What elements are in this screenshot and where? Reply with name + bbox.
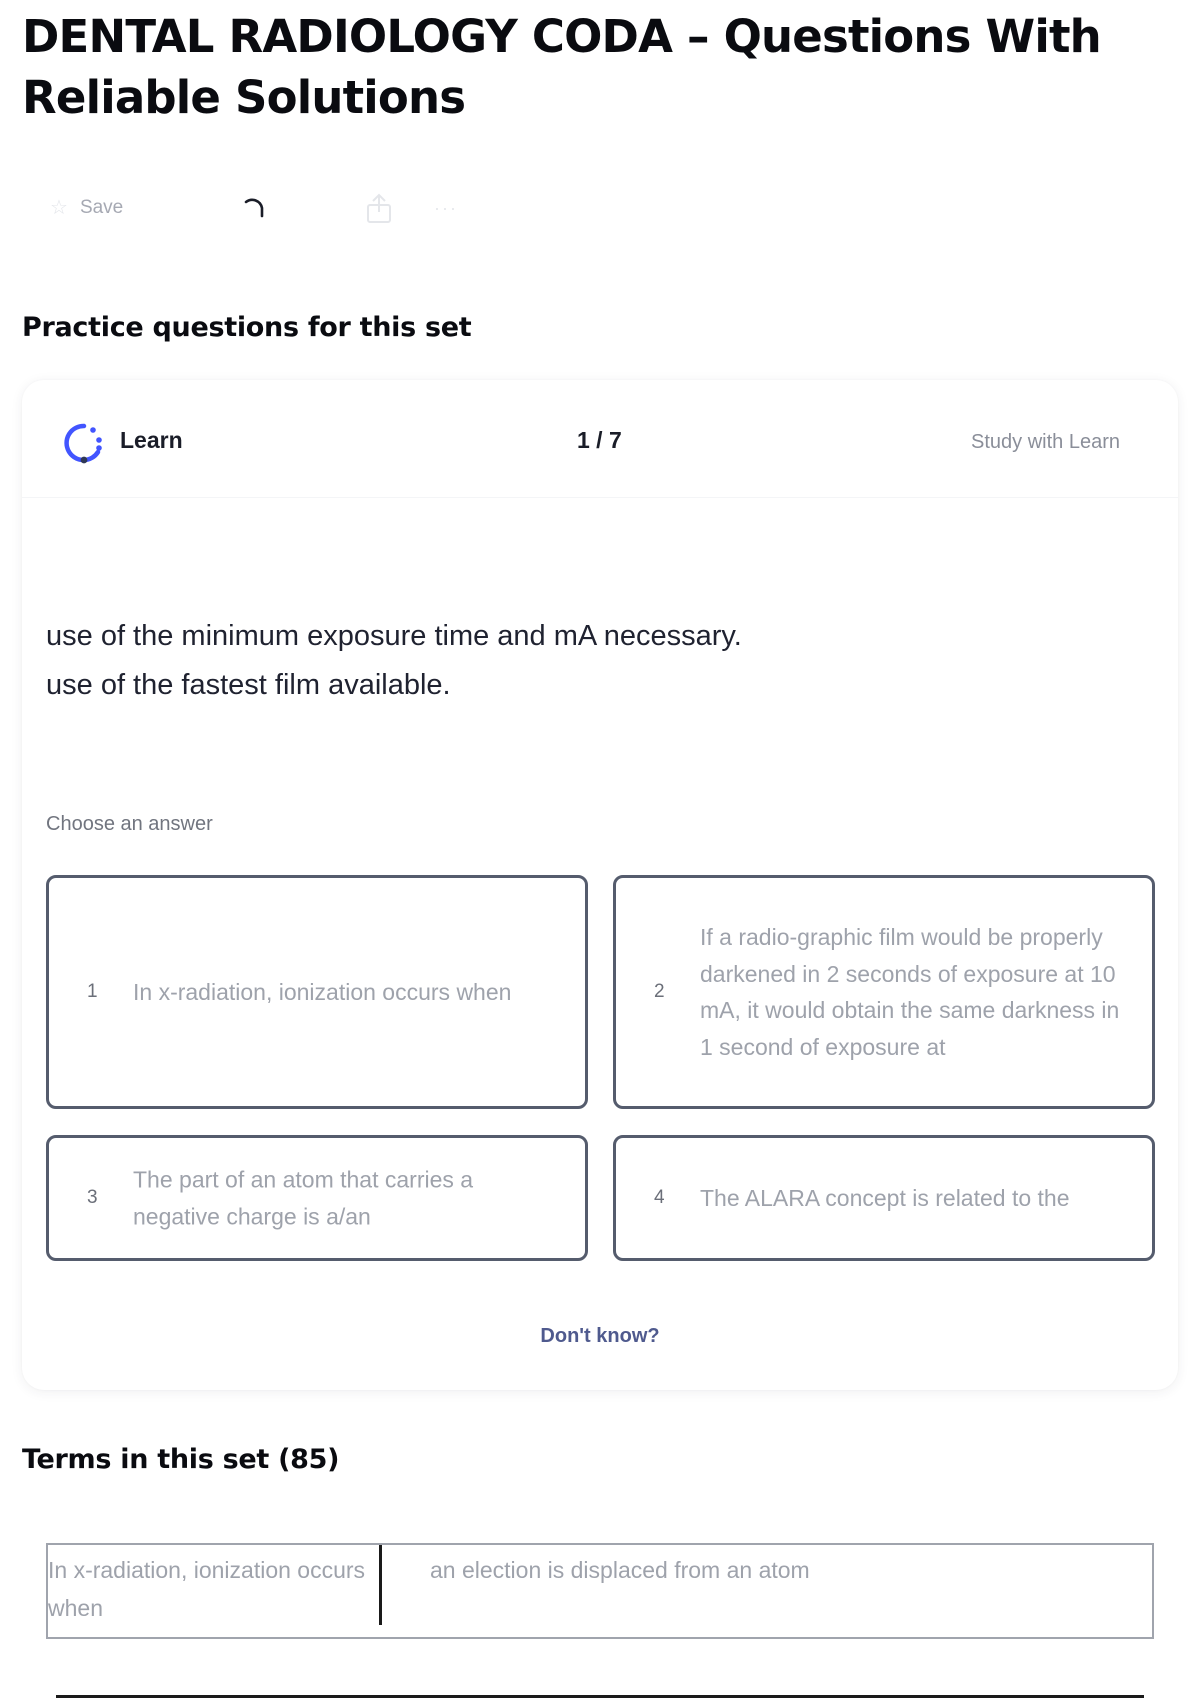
terms-heading: Terms in this set (85): [22, 1444, 340, 1475]
save-button[interactable]: [50, 188, 123, 228]
term-divider: [379, 1545, 382, 1625]
option-number: 1: [87, 981, 98, 1002]
prompt-line: use of the minimum exposure time and mA necessary.: [46, 620, 742, 652]
spinner-icon: [240, 194, 268, 222]
prompt-line: use of the fastest film available.: [46, 669, 451, 701]
learn-card: [22, 380, 1178, 1390]
divider: [56, 1695, 1144, 1698]
learn-card-header: [22, 380, 1178, 498]
term-definition: an election is displaced from an atom: [430, 1557, 810, 1583]
answer-option-1[interactable]: [46, 875, 588, 1109]
learn-icon: [62, 421, 106, 465]
more-icon[interactable]: ···: [434, 198, 458, 218]
option-text: The part of an atom that carries a negative charge is a/an: [133, 1166, 474, 1229]
share-icon[interactable]: [364, 192, 394, 224]
option-text: If a radio-graphic film would be properly darkened in 2 seconds of exposure at 10 mA, it would obtain the same darkness in 1 second of exposure at: [700, 924, 1120, 1060]
save-label: Save: [79, 197, 124, 218]
option-number: 4: [654, 1187, 665, 1208]
practice-heading: Practice questions for this set: [22, 312, 472, 343]
dont-know-button[interactable]: Don't know?: [540, 1325, 660, 1347]
study-with-learn-link[interactable]: Study with Learn: [971, 431, 1120, 453]
option-number: 3: [87, 1187, 98, 1208]
star-icon: ☆: [50, 197, 68, 219]
answer-option-4[interactable]: [613, 1135, 1155, 1261]
answer-option-3[interactable]: [46, 1135, 588, 1261]
answer-option-2[interactable]: [613, 875, 1155, 1109]
progress-counter: 1 / 7: [577, 427, 622, 453]
option-text: The ALARA concept is related to the: [700, 1184, 1070, 1211]
learn-mode-label: Learn: [120, 427, 183, 453]
option-text: In x-radiation, ionization occurs when: [133, 978, 512, 1005]
question-prompt: [46, 612, 1146, 710]
term-row: [46, 1543, 1154, 1639]
toolbar: [50, 188, 550, 228]
option-number: 2: [654, 981, 665, 1002]
term-word: In x-radiation, ionization occurs when: [48, 1557, 366, 1621]
choose-answer-label: Choose an answer: [46, 813, 213, 835]
page-title: DENTAL RADIOLOGY CODA – Questions With Reliable Solutions: [22, 10, 1101, 124]
